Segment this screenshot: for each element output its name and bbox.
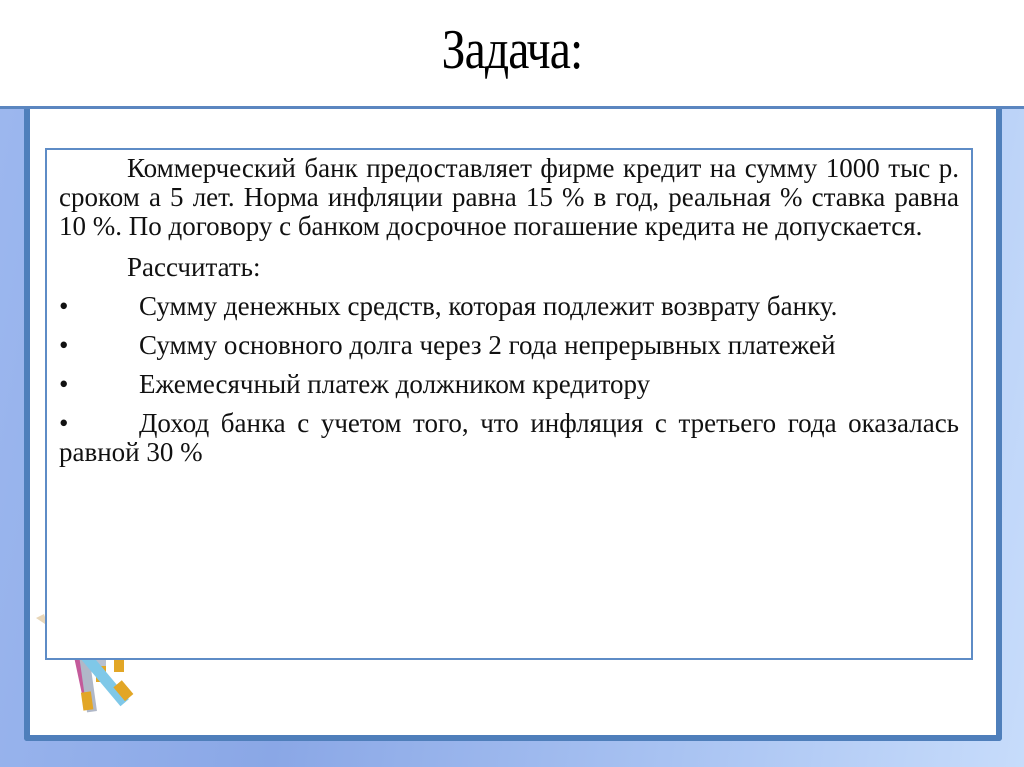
bullet-icon: • <box>59 291 69 321</box>
task-text: Ежемесячный платеж должником кредитору <box>139 369 651 399</box>
slide-title: Задача: <box>441 19 583 81</box>
problem-content <box>59 154 959 477</box>
title-band <box>0 0 1024 109</box>
task-text: Сумму основного долга через 2 года непрерывных платежей <box>139 330 836 360</box>
task-item <box>59 292 959 321</box>
task-item <box>59 370 959 399</box>
bullet-icon: • <box>59 330 69 360</box>
problem-textbox <box>45 148 973 660</box>
task-item <box>59 331 959 360</box>
calculate-label: Рассчитать: <box>127 252 261 282</box>
task-item <box>59 409 959 467</box>
bullet-icon: • <box>59 408 69 438</box>
problem-statement: Коммерческий банк предоставляет фирме кредит на сумму 1000 тыс р. сроком а 5 лет. Норма инфляции равна 15 % в год, реальная % ставка равна 10 %. По договору с банком досрочное погашение кредита не допускается. <box>59 153 959 241</box>
task-text: Сумму денежных средств, которая подлежит возврату банку. <box>139 291 838 321</box>
bullet-icon: • <box>59 369 69 399</box>
task-text: Доход банка с учетом того, что инфляция с третьего года оказалась равной 30 % <box>59 408 959 467</box>
